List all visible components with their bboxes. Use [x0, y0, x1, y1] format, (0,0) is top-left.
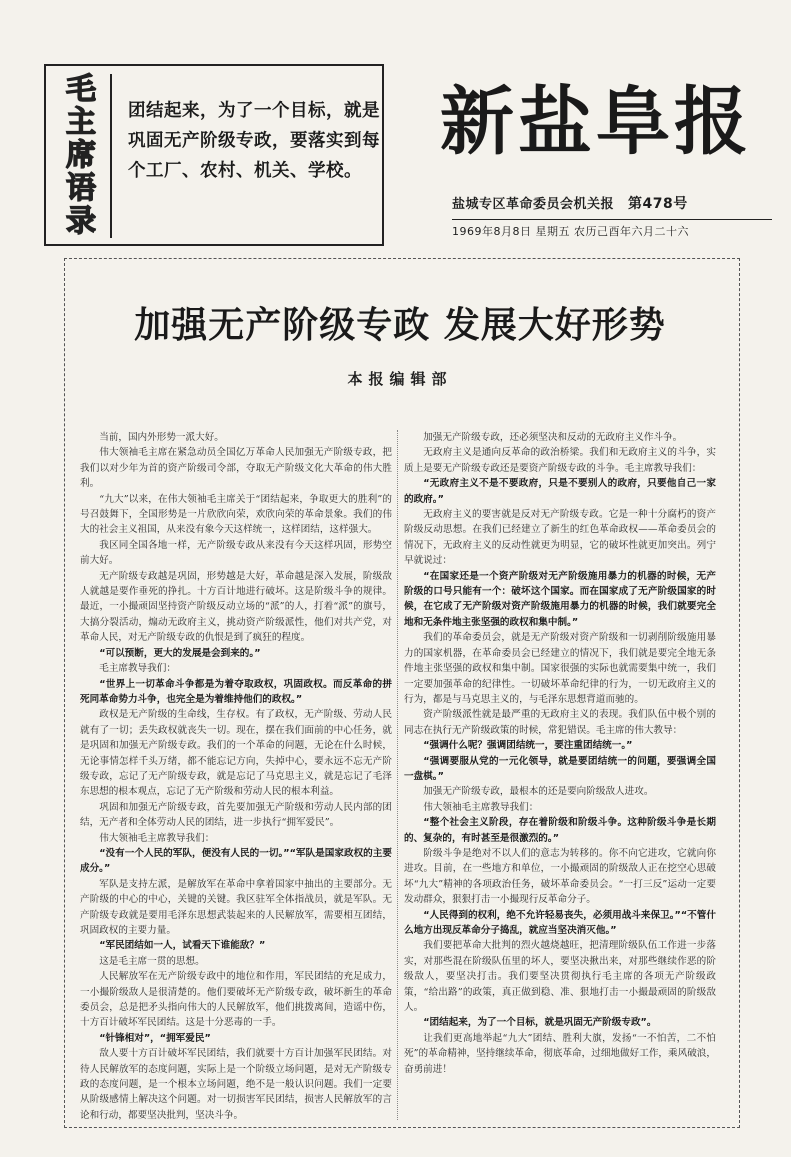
article-paragraph: 加强无产阶级专政，还必须坚决和反动的无政府主义作斗争。: [423, 432, 683, 443]
newspaper-subtitle: [452, 193, 688, 213]
article-paragraph: 政权是无产阶级的生命线，生存权。有了政权，无产阶级、劳动人民就有了一切；丢失政权就丧失一切。现在，摆在我们面前的中心任务，就是巩固和加强无产阶级专政。我们的一个革命的问题，无论在什么时候，无论事情怎样千头万绪，都不能忘记方向，失掉中心，要永远不忘无产阶级专政，忘记了无产阶级专政，就是忘记了马克思主义，就是忘记了毛泽东思想的根本观点，忘记了无产阶级和劳动人民的根本利益。: [80, 709, 392, 798]
article-paragraph: 加强无产阶级专政，最根本的还是要向阶级敌人进攻。: [423, 786, 654, 798]
publication-date: 1969年8月8日 星期五 农历己酉年六月二十六: [452, 219, 772, 239]
article-paragraph: “可以预断，更大的发展是会到来的。”: [99, 647, 261, 659]
article-paragraph: “军民团结如一人，试看天下谁能敌？”: [99, 940, 266, 952]
article-paragraph: “团结起来，为了一个目标，就是巩固无产阶级专政”。: [423, 1017, 657, 1029]
article-paragraph: 我们要把革命大批判的烈火越烧越旺，把清理阶级队伍工作进一步落实，对那些混在阶级队伍里的坏人，要坚决揪出来，对那些继续作恶的阶级敌人，要坚决打击。我们要坚决贯彻执行毛主席的各项无产阶级政策，“给出路”的政策，真正做到稳、准、狠地打击一小撮最顽固的阶级敌人。: [404, 940, 716, 1014]
article-paragraph: “无政府主义不是不要政府，只是不要别人的政府，只要他自己一家的政府。”: [404, 478, 716, 505]
article-paragraph: 无政府主义是通向反革命的政治桥梁。我们和无政府主义的斗争，实质上是要无产阶级专政还是要资产阶级专政的斗争。毛主席教导我们：: [404, 447, 716, 474]
article-paragraph: 伟大领袖毛主席教导我们：: [99, 832, 215, 844]
article-paragraph: 我区同全国各地一样，无产阶级专政从来没有今天这样巩固，形势空前大好。: [80, 539, 392, 567]
article-paragraph: “世界上一切革命斗争都是为着夺取政权，巩固政权。而反革命的拼死同革命势力斗争，也完全是为着维持他们的政权。”: [80, 678, 392, 705]
quote-label: [52, 74, 112, 238]
newspaper-title: 新盐阜报: [440, 79, 752, 165]
article-paragraph: “没有一个人民的军队，便没有人民的一切。”“军队是国家政权的主要成分。”: [80, 847, 392, 875]
article-paragraph: 伟大领袖毛主席在紧急动员全国亿万革命人民加强无产阶级专政，把我们以对少年为首的资产阶级司令部，夺取无产阶级文化大革命的伟大胜利。: [80, 447, 392, 490]
article-paragraph: 敌人要十方百计破坏军民团结，我们就要十方百计加强军民团结。对待人民解放军的态度问题，实际上是一个阶级立场问题，是对无产阶级专政的态度问题，是一个根本立场问题，绝不是一般认识问题。我们一定要从阶级感情上解决这个问题。对一切损害军民团结，损害人民解放军的言论和行动，都要坚决批判，坚决斗争。: [80, 1048, 392, 1120]
column-divider: [397, 430, 398, 1120]
issue-number: 第478号: [628, 196, 688, 212]
article-paragraph: “强调什么呢？强调团结统一，要注重团结统一。”: [423, 740, 633, 752]
article-paragraph: 资产阶级派性就是最严重的无政府主义的表现。我们队伍中极个别的同志在执行无产阶级政策的时候，常犯错误。毛主席的伟大教导：: [404, 709, 716, 736]
article-paragraph: 巩固和加强无产阶级专政，首先要加强无产阶级和劳动人民内部的团结，无产者和全体劳动人民的团结，进一步执行“拥军爱民”。: [80, 801, 392, 829]
article-paragraph: “整个社会主义阶段，存在着阶级和阶级斗争。这种阶级斗争是长期的、复杂的，有时甚至是很激烈的。”: [404, 817, 716, 844]
article-headline: 加强无产阶级专政 发展大好形势: [134, 305, 666, 346]
chairman-quote-box: [44, 64, 384, 246]
article-paragraph: 无产阶级专政越是巩固，形势越是大好，革命越是深入发展，阶级敌人就越是要作垂死的挣扎。十方百计地进行破坏。这是阶级斗争的规律。最近，一小撮顽固坚持资产阶级反动立场的“派”的人，打着“派”的旗号，大搞分裂活动，煽动无政府主义，挑动资产阶级派性，他们对共产党，对革命人民，对无产阶级专政的仇恨是到了疯狂的程度。: [80, 570, 392, 644]
article-paragraph: “强调要服从党的一元化领导，就是要团结统一的问题，要强调全国一盘棋。”: [404, 755, 716, 782]
article-paragraph: 我们的革命委员会，就是无产阶级对资产阶级和一切剥削阶级施用暴力的国家机器，在革命委员会已经建立的情况下，我们就是要完全地无条件地主张坚强的政权和集中制。国家很强的实际也就需要集中统一，我们一定要加强革命的纪律性。一切破坏革命纪律的行为，一切无政府主义的行为，都是与马克思主义的，与毛泽东思想背道而驰的。: [404, 632, 716, 705]
article-paragraph: “针锋相对”，“拥军爱民”: [99, 1032, 211, 1044]
article-paragraph: “九大”以来，在伟大领袖毛主席关于“团结起来，争取更大的胜利”的号召鼓舞下，全国形势是一片欣欣向荣，欢欣向荣的革命景象。我们的伟大的社会主义祖国，从来没有象今天这样统一，这样团结，这样强大。: [80, 493, 392, 536]
quote-text: 团结起来，为了一个目标，就是巩固无产阶级专政，要落实到每个工厂、农村、机关、学校。: [128, 101, 380, 181]
article-paragraph: 当前，国内外形势一派大好。: [99, 432, 224, 443]
article-paragraph: 让我们更高地举起“九大”团结、胜利大旗，发扬“一不怕苦，二不怕死”的革命精神，坚持继续革命，彻底革命，过细地做好工作，乘风破浪，奋勇前进！: [404, 1032, 716, 1075]
article-paragraph: 人民解放军在无产阶级专政中的地位和作用，军民团结的充足成力，一小撮阶级敌人是很清楚的。他们要破坏无产阶级专政，破坏新生的革命委员会，总是把矛头指向伟大的人民解放军，他们挑拨离间，造谣中伤，十方百计破坏军民团结。这是十分恶毒的一手。: [80, 971, 392, 1029]
article-paragraph: 无政府主义的要害就是反对无产阶级专政。它是一种十分腐朽的资产阶级反动思想。在我们已经建立了新生的红色革命政权——革命委员会的情况下，无政府主义的反动性就更为明显，它的破坏性就更加突出。列宁早就说过：: [404, 509, 716, 567]
quote-label-char: 语: [66, 170, 96, 206]
quote-label-char: 毛: [66, 72, 96, 108]
article-paragraph: 阶级斗争是绝对不以人们的意志为转移的。你不向它进攻，它就向你进攻。目前，在一些地方和单位，一小撮顽固的阶级敌人正在挖空心思破坏“九大”精神的各项政治任务，破坏革命委员会。“一打三反”运动一定要发动群众，狠狠打击一小撮现行反革命分子。: [404, 847, 716, 906]
article-paragraph: 军队是支持左派，是解放军在革命中拿着国家中抽出的主要部分。无产阶级的中心的中心，关键的关键。我区驻军全体指战员，就是军队。无产阶级专政就是要用毛泽东思想武装起来的人民解放军，需要相互团结，巩固政权的主要力量。: [80, 878, 392, 936]
article-paragraph: “在国家还是一个资产阶级对无产阶级施用暴力的机器的时候，无产阶级的口号只能有一个：破坏这个国家。而在国家成了无产阶级国家的时候，在它成了无产阶级对资产阶级施用暴力的机器的时候，我们就要完全地和无条件地主张坚强的政权和集中制。”: [404, 570, 716, 628]
article-paragraph: 毛主席教导我们：: [99, 663, 176, 675]
article-paragraph: 这是毛主席一贯的思想。: [99, 955, 205, 967]
article-column-right: [404, 430, 716, 1120]
quote-label-char: 录: [66, 203, 96, 239]
article-paragraph: 伟大领袖毛主席教导我们：: [423, 801, 539, 813]
article-byline: 本报编辑部: [347, 370, 453, 388]
quote-label-char: 席: [66, 137, 96, 173]
quote-label-char: 主: [66, 105, 96, 141]
article-column-left: [80, 430, 392, 1120]
article-paragraph: “人民得到的权利，绝不允许轻易丧失，必须用战斗来保卫。”“不管什么地方出现反革命分子捣乱，就应当坚决消灭他。”: [404, 909, 716, 936]
publisher: 盐城专区革命委员会机关报: [452, 197, 615, 212]
